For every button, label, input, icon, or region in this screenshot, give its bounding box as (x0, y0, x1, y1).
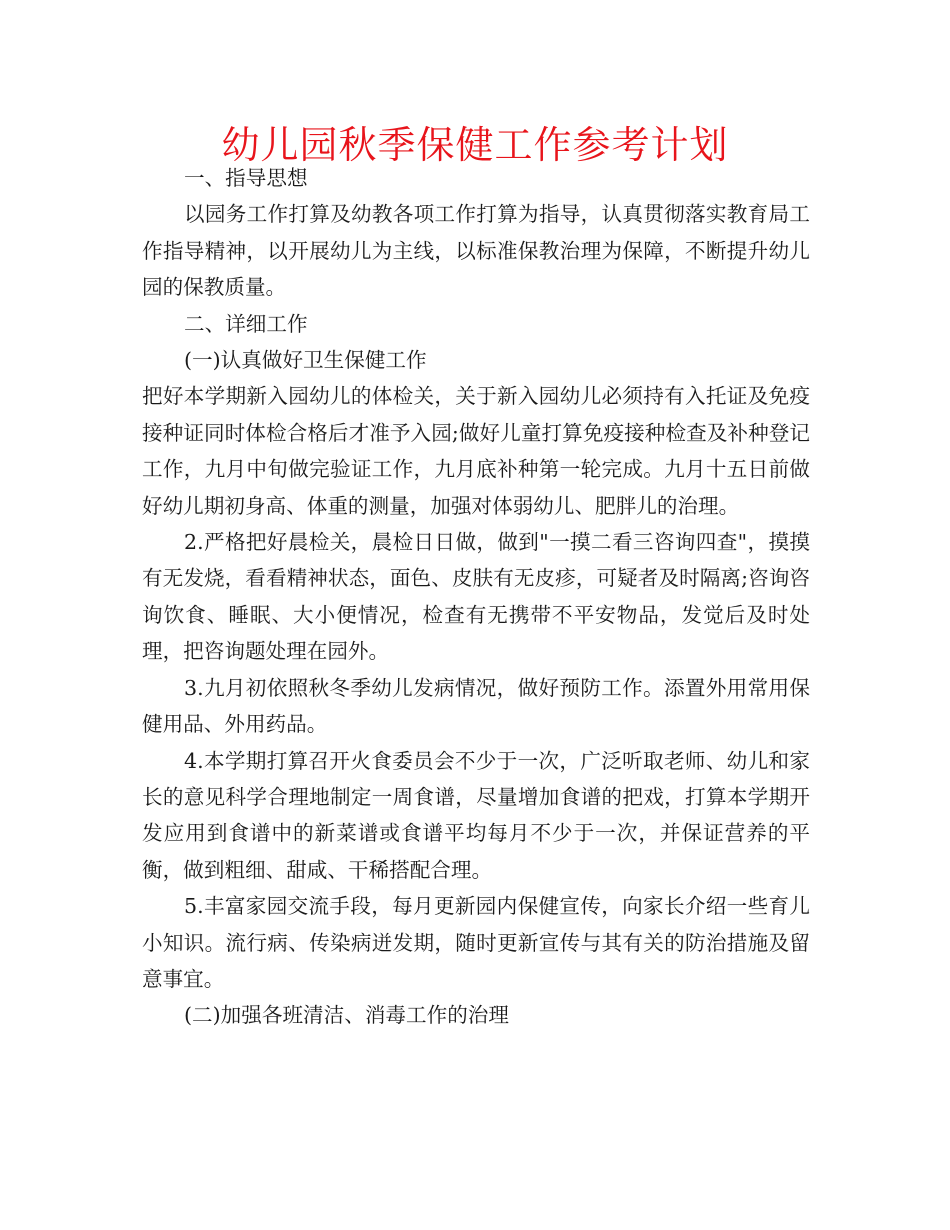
section-heading-detailed-work: 二、详细工作 (184, 311, 308, 336)
paragraph-item-3: 3.九月初依照秋冬季幼儿发病情况，做好预防工作。添置外用常用保健用品、外用药品。 (142, 675, 810, 737)
paragraph-item-5: 5.丰富家园交流手段，每月更新园内保健宣传，向家长介绍一些育儿小知识。流行病、传染病迸发期，随时更新宣传与其有关的防治措施及留意事宜。 (142, 894, 810, 991)
document-title: 幼儿园秋季保健工作参考计划 (221, 123, 729, 167)
document-body (142, 160, 810, 1034)
section-heading-guiding-ideology: 一、指导思想 (184, 166, 308, 190)
subsection-heading-health-care: (一)认真做好卫生保健工作 (184, 348, 427, 373)
paragraph-item-4: 4.本学期打算召开火食委员会不少于一次，广泛听取老师、幼儿和家长的意见科学合理地制定一周食谱，尽量增加食谱的把戏，打算本学期开发应用到食谱中的新菜谱或食谱平均每月不少于一次，并保证营养的平衡，做到粗细、甜咸、干稀搭配合理。 (142, 748, 810, 882)
paragraph-item-2: 2.严格把好晨检关，晨检日日做，做到"一摸二看三咨询四查"，摸摸有无发烧，看看精神状态，面色、皮肤有无皮疹，可疑者及时隔离;咨询咨询饮食、睡眠、大小便情况，检查有无携带不平安物品，发觉后及时处理，把咨询题处理在园外。 (142, 530, 810, 664)
paragraph-item-1: 把好本学期新入园幼儿的体检关，关于新入园幼儿必须持有入托证及免疫接种证同时体检合格后才准予入园;做好儿童打算免疫接种检查及补种登记工作，九月中旬做完验证工作，九月底补种第一轮完成。九月十五日前做好幼儿期初身高、体重的测量，加强对体弱幼儿、肥胖儿的治理。 (142, 384, 810, 518)
subsection-heading-cleaning: (二)加强各班清洁、消毒工作的治理 (184, 1003, 509, 1028)
paragraph-guiding-ideology: 以园务工作打算及幼教各项工作打算为指导，认真贯彻落实教育局工作指导精神，以开展幼儿为主线，以标准保教治理为保障，不断提升幼儿园的保教质量。 (142, 202, 810, 300)
